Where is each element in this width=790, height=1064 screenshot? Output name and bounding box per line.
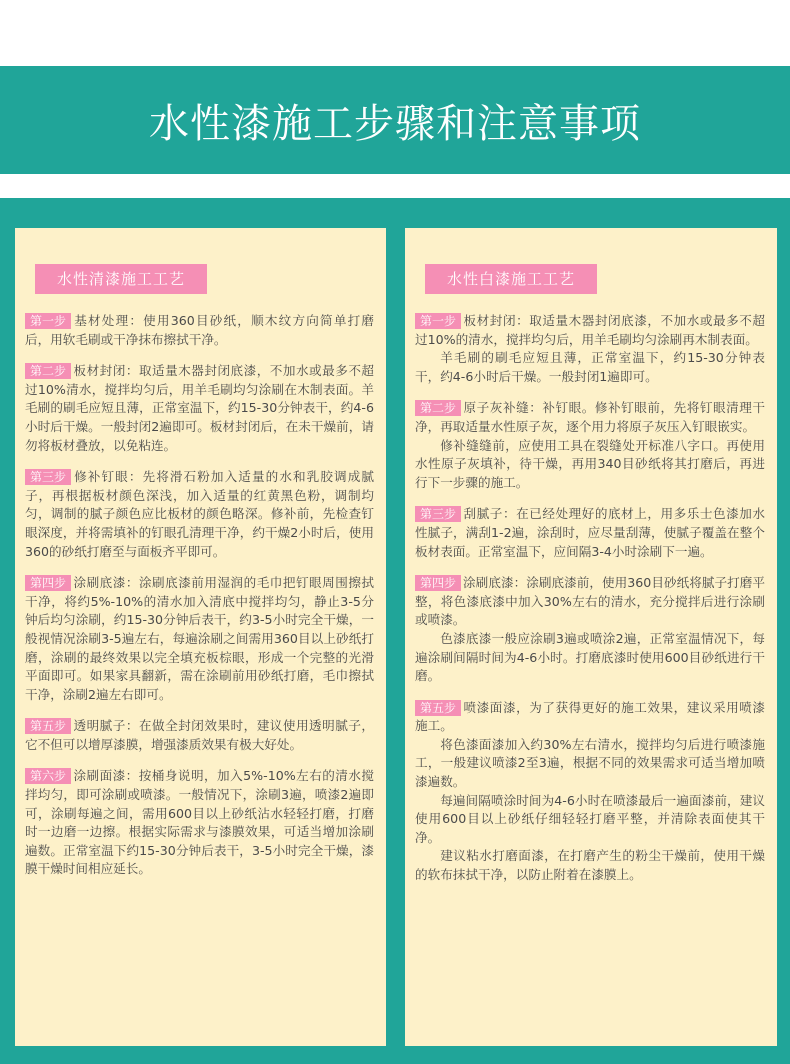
step-item (25, 468, 374, 561)
step-paragraph (415, 847, 765, 884)
step-item (25, 312, 374, 349)
step-label: 第四步 (25, 575, 71, 591)
step-item (25, 574, 374, 704)
clear-paint-panel (15, 228, 386, 1046)
white-paint-panel (405, 228, 777, 1046)
step-label: 第五步 (415, 700, 461, 716)
step-item (415, 574, 765, 686)
panel-title-clear-paint: 水性清漆施工工艺 (35, 264, 207, 294)
step-item (415, 399, 765, 492)
step-paragraph (25, 312, 374, 349)
step-text: 涂刷面漆：按桶身说明，加入5%-10%左右的清水搅拌均匀，即可涂刷或喷漆。一般情况下，涂刷3遍，喷漆2遍即可，涂刷每遍之间，需用600目以上砂纸沾水轻轻打磨，打磨时一边磨一边擦。根据实际需求与漆膜效果，可适当增加涂刷遍数。正常室温下约15-30分钟后表干，3-5小时完全干燥，漆膜干燥时间相应延长。 (25, 768, 374, 877)
step-text: 涂刷底漆：涂刷底漆前用湿润的毛巾把钉眼周围擦拭干净，将约5%-10%的清水加入清底中搅拌均匀，静止3-5分钟后均匀涂刷，约15-30分钟后表干，约3-5小时完全干燥，一般视情况涂刷3-5遍左右，每遍涂刷之间需用360目以上砂纸打磨，涂刷的最终效果以完全填充板棕眼，形成一个完整的光滑平面即可。如果家具翻新，需在涂刷前用砂纸打磨，毛巾擦拭干净，涂刷2遍左右即可。 (25, 575, 374, 702)
step-list (25, 312, 374, 879)
step-paragraph (415, 437, 765, 493)
step-paragraph (25, 362, 374, 455)
step-label: 第二步 (25, 363, 71, 379)
step-item (25, 362, 374, 455)
step-label: 第五步 (25, 718, 71, 734)
step-label: 第六步 (25, 768, 71, 784)
step-label: 第四步 (415, 575, 461, 591)
step-label: 第一步 (415, 313, 461, 329)
step-text: 刮腻子：在已经处理好的底材上，用多乐士色漆加水性腻子，满刮1-2遍，涂刮时，应尽量刮薄，使腻子覆盖在整个板材表面。正常室温下，应间隔3-4小时涂刷下一遍。 (415, 506, 765, 559)
step-paragraph (415, 792, 765, 848)
step-paragraph (415, 630, 765, 686)
step-paragraph (25, 468, 374, 561)
step-text: 羊毛刷的刷毛应短且薄，正常室温下，约15-30分钟表干，约4-6小时后干燥。一般封闭1遍即可。 (415, 350, 765, 384)
step-label: 第三步 (415, 506, 461, 522)
step-paragraph (25, 574, 374, 704)
step-text: 喷漆面漆，为了获得更好的施工效果，建议采用喷漆施工。 (415, 699, 765, 734)
step-paragraph (25, 767, 374, 879)
step-paragraph (415, 505, 765, 561)
step-paragraph (415, 574, 765, 630)
panel-title-white-paint: 水性白漆施工工艺 (425, 264, 597, 294)
step-text: 修补缝缝前，应使用工具在裂缝处开标准八字口。再使用水性原子灰填补，待干燥，再用340目砂纸将其打磨后，再进行下一步骤的施工。 (415, 437, 765, 490)
step-text: 涂刷底漆：涂刷底漆前，使用360目砂纸将腻子打磨平整，将色漆底漆中加入30%左右的清水，充分搅拌后进行涂刷或喷漆。 (415, 575, 765, 628)
step-item (415, 699, 765, 885)
step-paragraph (25, 717, 374, 754)
step-label: 第二步 (415, 400, 461, 416)
step-text: 原子灰补缝：补钉眼。修补钉眼前，先将钉眼清理干净，再取适量水性原子灰，逐个用力将原子灰压入钉眼嵌实。 (415, 400, 765, 434)
step-text: 色漆底漆一般应涂刷3遍或喷涂2遍，正常室温情况下，每遍涂刷间隔时间为4-6小时。打磨底漆时使用600目砂纸进行干磨。 (415, 630, 765, 684)
step-label: 第三步 (25, 469, 71, 485)
step-text: 透明腻子：在做全封闭效果时，建议使用透明腻子，它不但可以增厚漆膜，增强漆质效果有极大好处。 (25, 718, 374, 752)
step-list (415, 312, 765, 885)
step-item (415, 312, 765, 386)
step-item (415, 505, 765, 561)
page-title: 水性漆施工步骤和注意事项 (149, 100, 641, 147)
step-text: 每遍间隔喷涂时间为4-6小时在喷漆最后一遍面漆前，建议使用600目以上砂纸仔细轻轻打磨平整，并清除表面使其干净。 (415, 792, 765, 845)
step-item (25, 717, 374, 754)
step-item (25, 767, 374, 879)
step-paragraph (415, 312, 765, 349)
step-paragraph (415, 699, 765, 736)
step-paragraph (415, 349, 765, 386)
step-text: 板材封闭：取适量木器封闭底漆，不加水或最多不超过10%清水，搅拌均匀后，用羊毛刷均匀涂刷在木制表面。羊毛刷的刷毛应短且薄，正常室温下，约15-30分钟表干，约4-6小时后干燥。一般封闭2遍即可。板材封闭后，在未干燥前，请勿将板材叠放，以免粘连。 (25, 363, 374, 453)
step-text: 建议粘水打磨面漆，在打磨产生的粉尘干燥前，使用干燥的软布抹拭干净，以防止附着在漆膜上。 (415, 848, 765, 883)
step-paragraph (415, 399, 765, 436)
step-paragraph (415, 736, 765, 792)
step-text: 基材处理：使用360目砂纸，顺木纹方向简单打磨后，用软毛刷或干净抹布擦拭干净。 (25, 313, 374, 347)
step-text: 修补钉眼：先将滑石粉加入适量的水和乳胶调成腻子，再根据板材颜色深浅，加入适量的红黄黑色粉，调制均匀，调制的腻子颜色应比板材的颜色略深。修补前，先检查钉眼深度，并将需填补的钉眼孔清理干净，约干燥2小时后，使用360的砂纸打磨至与面板齐平即可。 (25, 469, 374, 559)
step-text: 板材封闭：取适量木器封闭底漆，不加水或最多不超过10%的清水，搅拌均匀后，用羊毛刷均匀涂刷再木制表面。 (415, 313, 765, 347)
content-area (0, 198, 790, 1064)
header-banner (0, 66, 790, 174)
step-label: 第一步 (25, 313, 71, 329)
step-text: 将色漆面漆加入约30%左右清水，搅拌均匀后进行喷漆施工，一般建议喷漆2至3遍，根据不同的效果需求可适当增加喷漆遍数。 (415, 736, 765, 790)
